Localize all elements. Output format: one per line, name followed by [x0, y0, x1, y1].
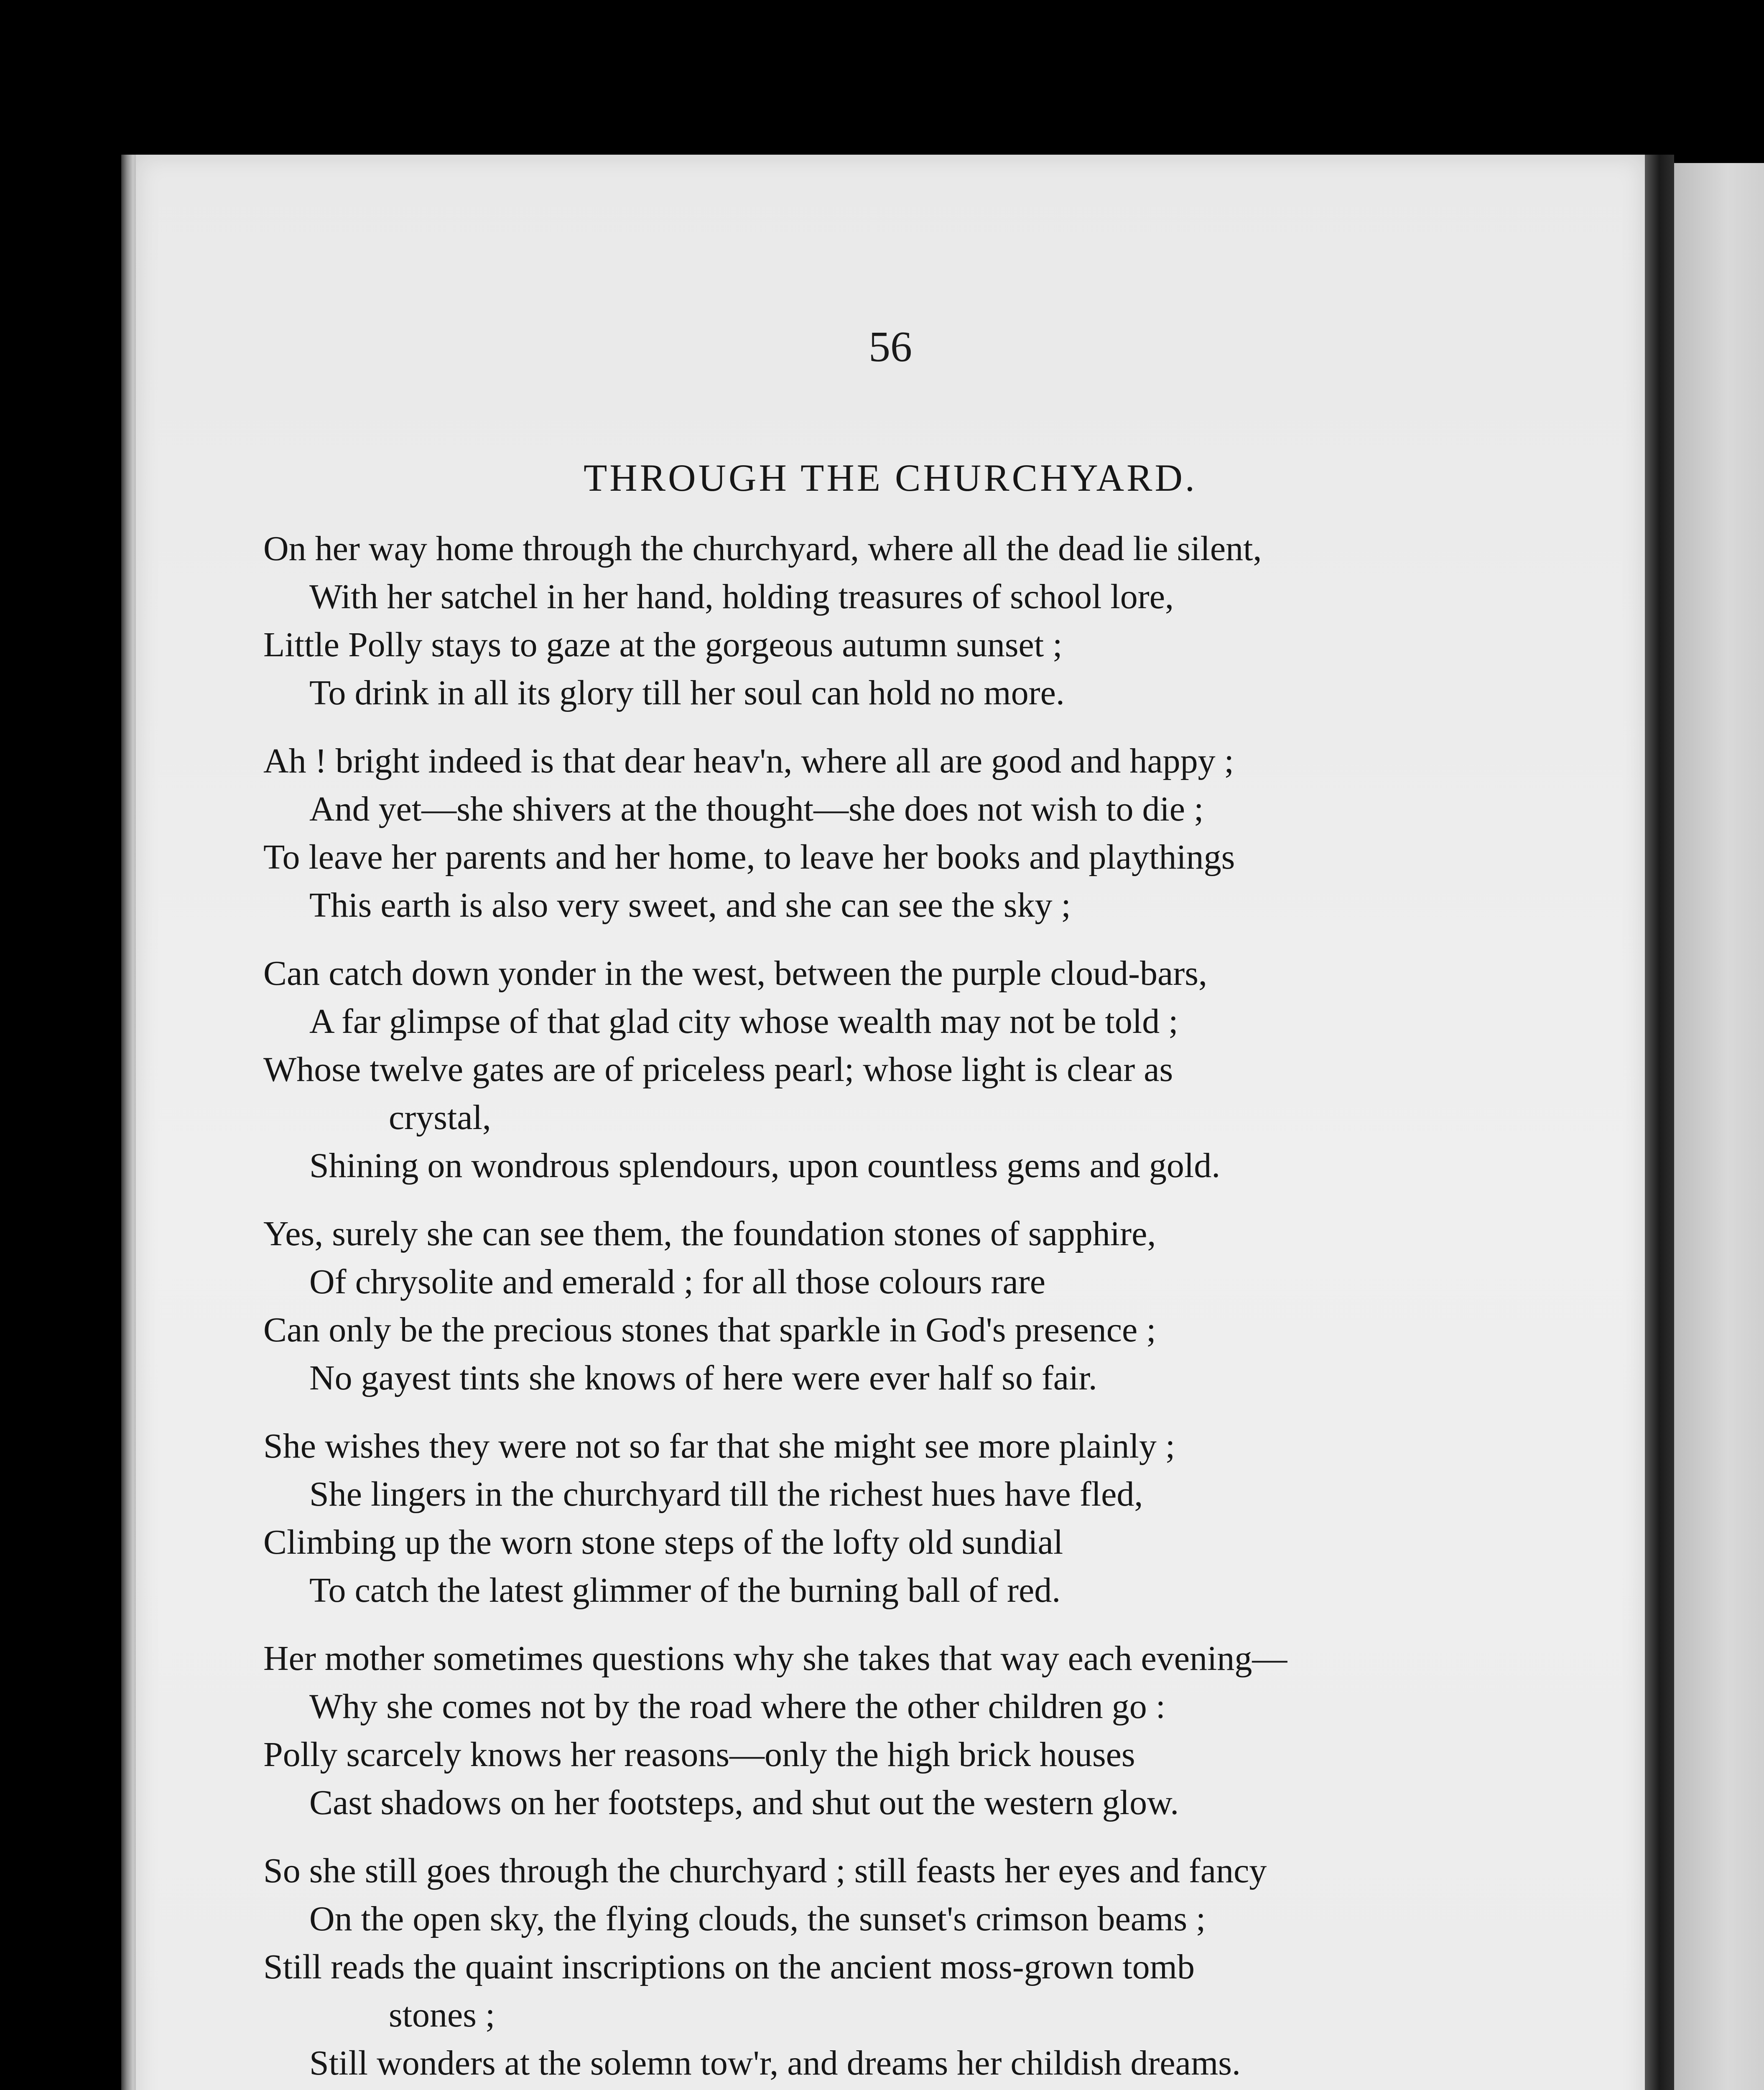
stanza-7 [263, 1847, 1501, 2087]
poem-line: Shining on wondrous splendours, upon countless gems and gold. [309, 1146, 1221, 1185]
poem-title: THROUGH THE CHURCHYARD. [584, 456, 1197, 499]
poem-line: A far glimpse of that glad city whose wealth may not be told ; [309, 1002, 1178, 1041]
poem-line: She lingers in the churchyard till the richest hues have fled, [309, 1475, 1143, 1514]
poem-line: She wishes they were not so far that she might see more plainly ; [263, 1427, 1175, 1466]
poem-line: On her way home through the churchyard, where all the dead lie silent, [263, 529, 1262, 568]
stanza-2 [263, 737, 1501, 929]
poem-line: No gayest tints she knows of here were ever half so fair. [309, 1358, 1097, 1397]
poem-line: Of chrysolite and emerald ; for all those colours rare [309, 1262, 1046, 1301]
poem-line: Cast shadows on her footsteps, and shut out the western glow. [309, 1783, 1179, 1822]
poem-line: Why she comes not by the road where the other children go : [309, 1687, 1166, 1726]
poem-line: Still reads the quaint inscriptions on the ancient moss-grown tomb [263, 1947, 1195, 1986]
poem-line: This earth is also very sweet, and she can see the sky ; [309, 886, 1071, 925]
stanza-1 [263, 525, 1501, 717]
poem-line: To catch the latest glimmer of the burning ball of red. [309, 1571, 1061, 1610]
poem-line: Her mother sometimes questions why she takes that way each evening— [263, 1639, 1287, 1678]
poem-line: Polly scarcely knows her reasons—only the high brick houses [263, 1735, 1135, 1774]
poem-line: To leave her parents and her home, to leave her books and playthings [263, 838, 1235, 877]
poem-line: Yes, surely she can see them, the foundation stones of sapphire, [263, 1214, 1156, 1253]
poem-line: So she still goes through the churchyard ; still feasts her eyes and fancy [263, 1851, 1267, 1890]
book-gutter [1645, 155, 1674, 2090]
page-number: 56 [869, 323, 912, 371]
stanza-4 [263, 1210, 1501, 1402]
poem-line: With her satchel in her hand, holding treasures of school lore, [309, 577, 1174, 616]
poem-line: crystal, [389, 1098, 491, 1137]
stanza-6 [263, 1634, 1501, 1827]
poem-line: Still wonders at the solemn tow'r, and dreams her childish dreams. [309, 2044, 1241, 2082]
adjacent-page [1674, 163, 1764, 2090]
poem-line: Can only be the precious stones that sparkle in God's presence ; [263, 1310, 1156, 1349]
poem-body [263, 525, 1501, 2090]
poem-line: Whose twelve gates are of priceless pearl; whose light is clear as [263, 1050, 1173, 1089]
poem-line: Can catch down yonder in the west, between the purple cloud-bars, [263, 954, 1207, 993]
poem-line: Little Polly stays to gaze at the gorgeous autumn sunset ; [263, 625, 1063, 664]
stanza-3 [263, 949, 1501, 1190]
page-edge [121, 155, 138, 2090]
poem-line: And yet—she shivers at the thought—she does not wish to die ; [309, 790, 1204, 828]
stanza-5 [263, 1422, 1501, 1614]
poem-line: To drink in all its glory till her soul can hold no more. [309, 673, 1065, 712]
poem-line: On the open sky, the flying clouds, the sunset's crimson beams ; [309, 1899, 1206, 1938]
poem-line: Climbing up the worn stone steps of the lofty old sundial [263, 1523, 1063, 1562]
poem-line: stones ; [389, 1996, 495, 2034]
poem-line: Ah ! bright indeed is that dear heav'n, where all are good and happy ; [263, 742, 1234, 780]
